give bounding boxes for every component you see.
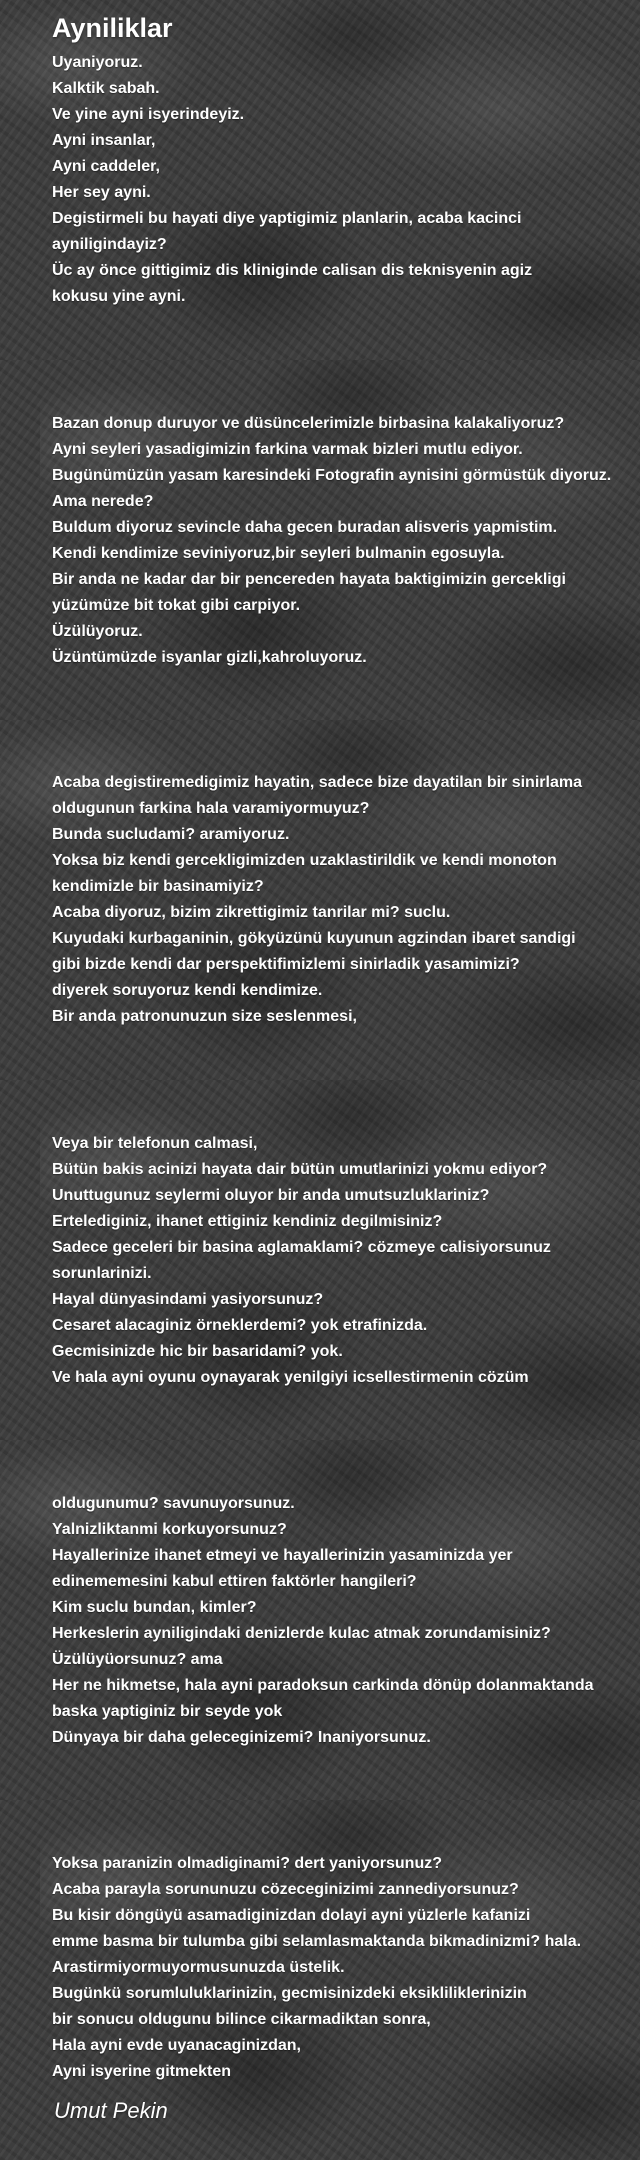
poem-line: Cesaret alacaginiz örneklerdemi? yok etrafinizda.: [52, 1317, 428, 1334]
poem-line: oldugunun farkina hala varamiyormuyuz?: [52, 800, 370, 817]
stanza-1: [52, 50, 620, 310]
poem-line: Kim suclu bundan, kimler?: [52, 1599, 257, 1616]
poem-line: Kalktik sabah.: [52, 80, 160, 97]
poem-line: sorunlarinizi.: [52, 1265, 152, 1282]
stanza-2: [52, 411, 620, 671]
stanza-6: [52, 1851, 620, 2085]
poem-line: Acaba degistiremedigimiz hayatin, sadece bize dayatilan bir sinirlama: [52, 774, 582, 791]
poem-line: Kuyudaki kurbaganinin, gökyüzünü kuyunun agzindan ibaret sandigi: [52, 930, 576, 947]
poem-line: Hayal dünyasindami yasiyorsunuz?: [52, 1291, 324, 1308]
stanza-5: [52, 1491, 620, 1751]
poem-line: bir sonucu oldugunu bilince cikarmadiktan sonra,: [52, 2011, 431, 2028]
poem-line: emme basma bir tulumba gibi selamlasmaktanda bikmadinizmi? hala.: [52, 1933, 582, 1950]
poem-line: Her sey ayni.: [52, 184, 151, 201]
poem-line: Bir anda patronunuzun size seslenmesi,: [52, 1008, 357, 1025]
poem-line: Bunda sucludami? aramiyoruz.: [52, 826, 290, 843]
poem-line: Üzülüyoruz.: [52, 623, 143, 640]
poem-line: Ama nerede?: [52, 493, 154, 510]
poem-line: Unuttugunuz seylermi oluyor bir anda umutsuzluklariniz?: [52, 1187, 490, 1204]
poem-line: Herkeslerin ayniligindaki denizlerde kulac atmak zorundamisiniz?: [52, 1625, 551, 1642]
poem-line: Üc ay önce gittigimiz dis kliniginde calisan dis teknisyenin agiz: [52, 262, 533, 279]
poem-line: edinememesini kabul ettiren faktörler hangileri?: [52, 1573, 417, 1590]
poem-line: Ve hala ayni oyunu oynayarak yenilgiyi icsellestirmenin cözüm: [52, 1369, 529, 1386]
poem-title: Ayniliklar: [52, 13, 173, 43]
poem-line: Degistirmeli bu hayati diye yaptigimiz planlarin, acaba kacinci: [52, 210, 522, 227]
poem-line: Kendi kendimize seviniyoruz,bir seyleri bulmanin egosuyla.: [52, 545, 505, 562]
poem-line: Bu kisir döngüyü asamadiginizdan dolayi ayni yüzlerle kafanizi: [52, 1907, 531, 1924]
poem-line: Ertelediginiz, ihanet ettiginiz kendiniz degilmisiniz?: [52, 1213, 443, 1230]
poem-line: Yalnizliktanmi korkuyorsunuz?: [52, 1521, 287, 1538]
poem-line: Ayni insanlar,: [52, 132, 156, 149]
poem-line: Arastirmiyormuyormusunuzda üstelik.: [52, 1959, 345, 1976]
poem-line: diyerek soruyoruz kendi kendimize.: [52, 982, 323, 999]
poem-line: Bütün bakis acinizi hayata dair bütün umutlarinizi yokmu ediyor?: [52, 1161, 548, 1178]
poem-line: Acaba diyoruz, bizim zikrettigimiz tanrilar mi? suclu.: [52, 904, 451, 921]
poem-line: Üzüntümüzde isyanlar gizli,kahroluyoruz.: [52, 649, 367, 666]
poem-line: Bazan donup duruyor ve düsüncelerimizle birbasina kalakaliyoruz?: [52, 415, 565, 432]
poem-line: ayniligindayiz?: [52, 236, 167, 253]
poem-line: Ve yine ayni isyerindeyiz.: [52, 106, 245, 123]
poem-line: Ayni isyerine gitmekten: [52, 2063, 232, 2080]
poem-line: Yoksa biz kendi gercekligimizden uzaklastirildik ve kendi monoton: [52, 852, 557, 869]
poem-line: Ayni caddeler,: [52, 158, 160, 175]
stanza-3: [52, 770, 620, 1030]
poem-line: Ayni seyleri yasadigimizin farkina varmak bizleri mutlu ediyor.: [52, 441, 523, 458]
poem-line: yüzümüze bit tokat gibi carpiyor.: [52, 597, 301, 614]
poem-line: oldugunumu? savunuyorsunuz.: [52, 1495, 295, 1512]
poem-line: Buldum diyoruz sevincle daha gecen buradan alisveris yapmistim.: [52, 519, 558, 536]
poem-line: Hayallerinize ihanet etmeyi ve hayallerinizin yasaminizda yer: [52, 1547, 513, 1564]
poem-line: Yoksa paranizin olmadiginami? dert yaniyorsunuz?: [52, 1855, 442, 1872]
poem-line: Gecmisinizde hic bir basaridami? yok.: [52, 1343, 343, 1360]
poem-line: baska yaptiginiz bir seyde yok: [52, 1703, 283, 1720]
poem-line: Üzülüyüorsunuz? ama: [52, 1651, 223, 1668]
poem-line: Dünyaya bir daha geleceginizemi? Inaniyorsunuz.: [52, 1729, 431, 1746]
poem-line: Hala ayni evde uyanacaginizdan,: [52, 2037, 301, 2054]
poem-line: Acaba parayla sorununuzu cözeceginizimi zannediyorsunuz?: [52, 1881, 519, 1898]
poem-line: Veya bir telefonun calmasi,: [52, 1135, 258, 1152]
stanza-4: [52, 1131, 620, 1391]
poem-line: Bir anda ne kadar dar bir pencereden hayata baktigimizin gercekligi: [52, 571, 566, 588]
poem-line: gibi bizde kendi dar perspektifimizlemi sinirladik yasamimizi?: [52, 956, 520, 973]
poem-author: Umut Pekin: [54, 2098, 168, 2123]
poem-line: Sadece geceleri bir basina aglamaklami? cözmeye calisiyorsunuz: [52, 1239, 551, 1256]
poem-line: Her ne hikmetse, hala ayni paradoksun carkinda dönüp dolanmaktanda: [52, 1677, 594, 1694]
poem-line: kokusu yine ayni.: [52, 288, 186, 305]
poem-line: Uyaniyoruz.: [52, 54, 143, 71]
poem-line: Bugünkü sorumluluklarinizin, gecmisinizdeki eksikliliklerinizin: [52, 1985, 527, 2002]
poem-line: Bugünümüzün yasam karesindeki Fotografin aynisini görmüstük diyoruz.: [52, 467, 612, 484]
poem-line: kendimizle bir basinamiyiz?: [52, 878, 264, 895]
